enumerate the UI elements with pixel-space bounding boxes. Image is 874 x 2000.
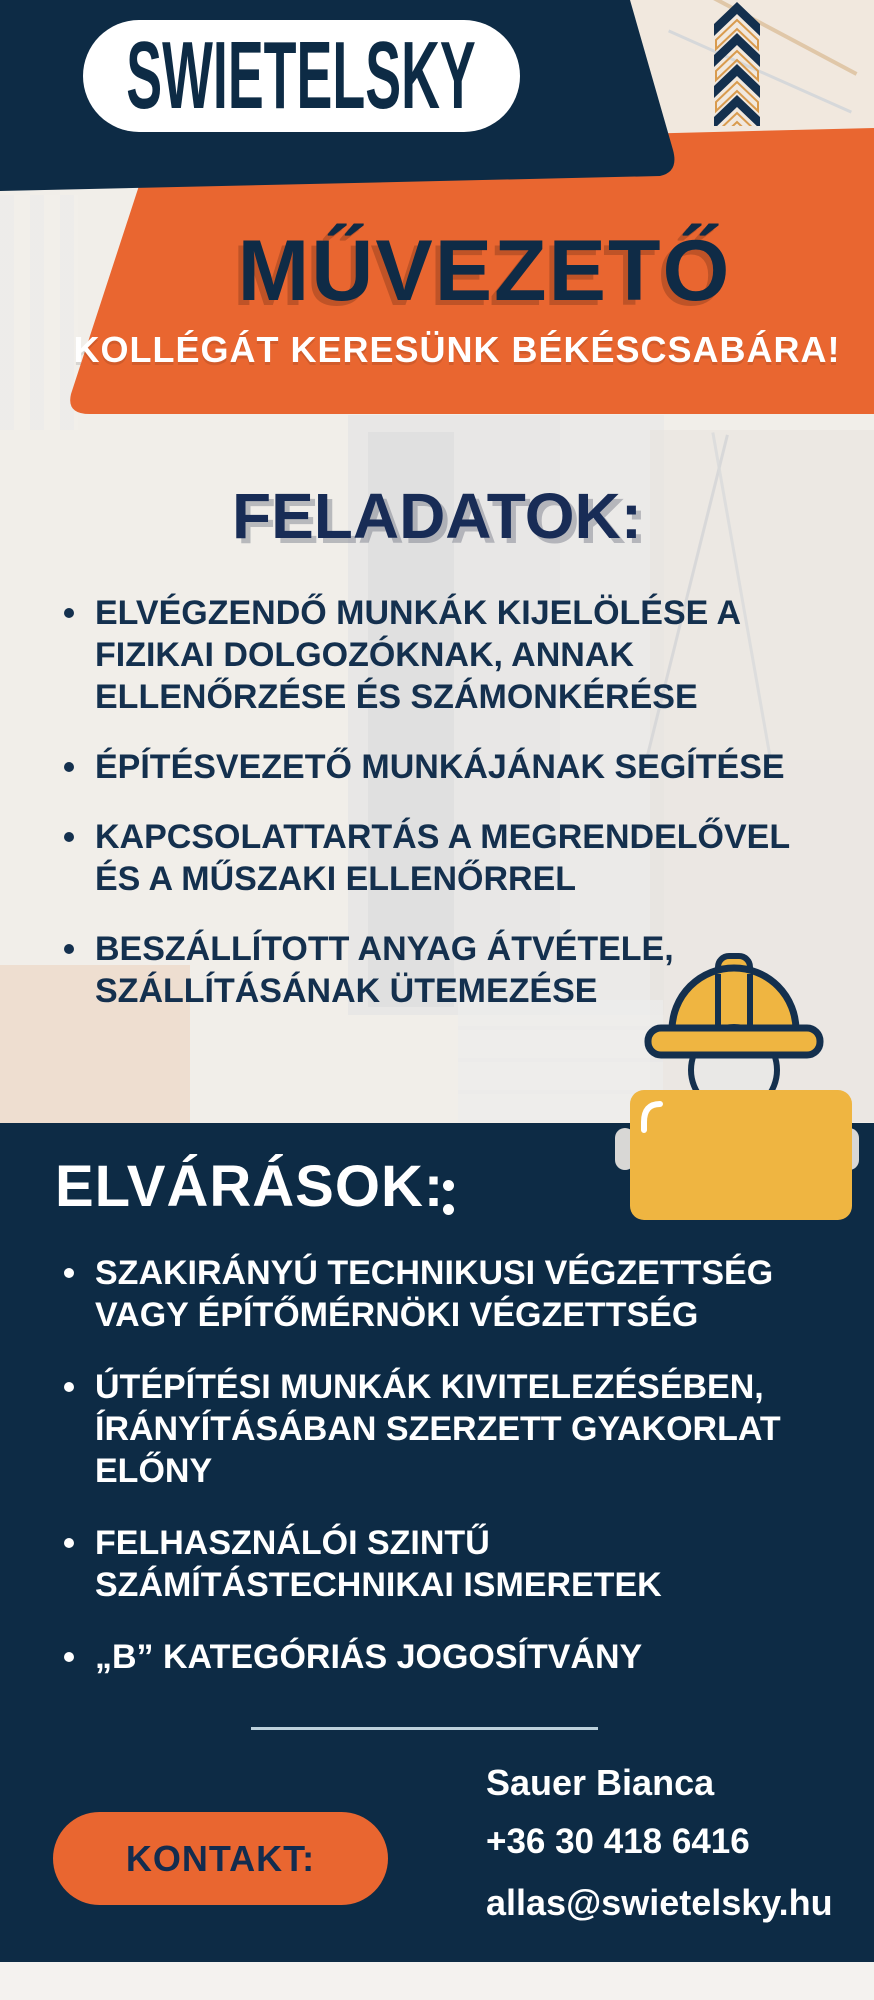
list-item: FELHASZNÁLÓI SZINTŰ SZÁMÍTÁSTECHNIKAI ISMERETEK (64, 1522, 804, 1606)
contact-block (486, 1762, 833, 1923)
kontakt-button-label: KONTAKT: (125, 1837, 316, 1879)
list-item: „B” KATEGÓRIÁS JOGOSÍTVÁNY (64, 1636, 804, 1678)
list-item: ELVÉGZENDŐ MUNKÁK KIJELÖLÉSE A FIZIKAI DOLGOZÓKNAK, ANNAK ELLENŐRZÉSE ÉS SZÁMONKÉRÉSE (64, 592, 804, 718)
job-subtitle: KOLLÉGÁT KERESÜNK BÉKÉSCSABÁRA! (73, 329, 841, 370)
tasks-list (64, 592, 804, 1012)
job-title: MŰVEZETŐ (237, 223, 732, 319)
chevron-up-icon (711, 2, 763, 126)
decor-dot (443, 1180, 454, 1191)
logo-text: SWIETELSKY (126, 22, 477, 129)
list-item: BESZÁLLÍTOTT ANYAG ÁTVÉTELE, SZÁLLÍTÁSÁNAK ÜTEMEZÉSE (64, 928, 804, 1012)
kontakt-button[interactable] (53, 1812, 388, 1905)
bottom-strip (0, 1962, 874, 2000)
divider (251, 1727, 598, 1730)
list-item: ÚTÉPÍTÉSI MUNKÁK KIVITELEZÉSÉBEN, ÍRÁNYÍTÁSÁBAN SZERZETT GYAKORLAT ELŐNY (64, 1366, 804, 1492)
swietelsky-logo (83, 20, 520, 132)
decor-dot (443, 1204, 454, 1215)
contact-name: Sauer Bianca (486, 1762, 715, 1803)
requirements-heading: ELVÁRÁSOK: (55, 1154, 445, 1219)
list-item: SZAKIRÁNYÚ TECHNIKUSI VÉGZETTSÉG VAGY ÉPÍTŐMÉRNÖKI VÉGZETTSÉG (64, 1252, 804, 1336)
requirements-list (64, 1252, 804, 1678)
contact-phone[interactable]: +36 30 418 6416 (486, 1822, 750, 1862)
list-item: ÉPÍTÉSVEZETŐ MUNKÁJÁNAK SEGÍTÉSE (64, 746, 804, 788)
list-item: KAPCSOLATTARTÁS A MEGRENDELŐVEL ÉS A MŰSZAKI ELLENŐRREL (64, 816, 804, 900)
contact-email[interactable]: allas@swietelsky.hu (486, 1881, 833, 1923)
tasks-heading: FELADATOK: (231, 480, 643, 552)
construction-worker-icon (612, 952, 862, 1222)
